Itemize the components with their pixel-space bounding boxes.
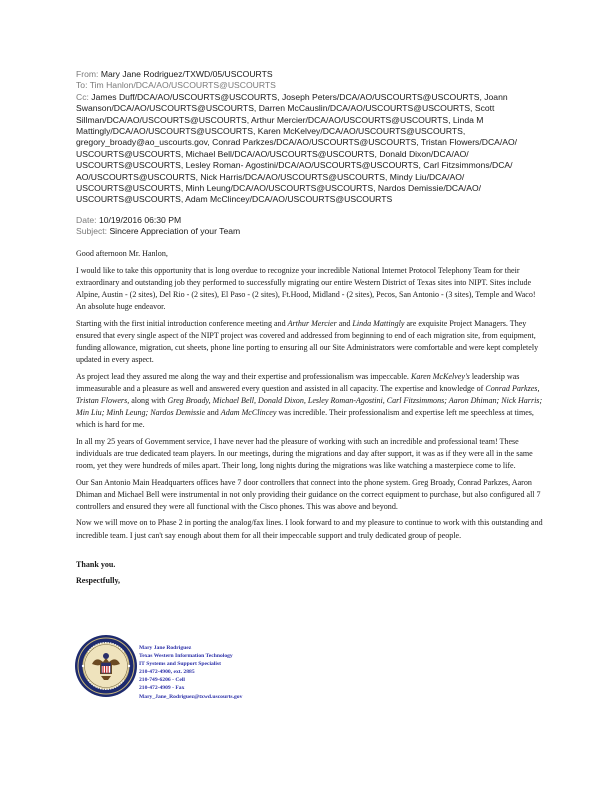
date-line — [76, 215, 546, 226]
paragraph-3 — [76, 371, 546, 431]
date-label: Date: — [76, 214, 97, 225]
signature-fax: 210-472-4909 - Fax — [139, 685, 185, 692]
text-run: leadership was immeasurable and a pleasure as well and answered every question and assisted in all capacity. The expertise and knowledge of — [76, 371, 520, 393]
cc-line: AO/USCOURTS@USCOURTS, Nick Harris/DCA/AO/USCOURTS@USCOURTS, Mindy Liu/DCA/AO/ — [76, 171, 465, 182]
signature-title: IT Systems and Support Specialist — [139, 661, 221, 668]
thanks-line: Thank you. — [76, 559, 116, 569]
from-line — [76, 69, 546, 80]
cc-line: gregory_broady@ao_uscourts.gov, Conrad Parkzes/DCA/AO/USCOURTS@USCOURTS, Tristan Flowers/DCA/AO/ — [76, 137, 518, 148]
cc-line: Mattingly/DCA/AO/USCOURTS@USCOURTS, Karen McKelvey/DCA/AO/USCOURTS@USCOURTS, — [76, 126, 466, 137]
paragraph-6: Now we will move on to Phase 2 in porting the analog/fax lines. I look forward to and my pleasure to continue to work with this outstanding and incredible team. I just can't say enough about them for all their impeccable support and truly dedicated group of people. — [76, 518, 543, 540]
text-run: Starting with the first initial introduction conference meeting and — [76, 318, 288, 328]
paragraph-5: Our San Antonio Main Headquarters offices have 7 door controllers that connect into the phone system. Greg Broady, Conrad Parkzes, Aaron Dhiman and Michael Bell were instrumental in not only providing their guidance on the correct equipment to purchase, but also configured all 7 controllers and ensured they were all functional with the Cisco phones. This was above and beyond. — [76, 477, 541, 511]
text-run: along with — [129, 395, 168, 405]
paragraph-1: I would like to take this opportunity that is long overdue to recognize your incredible National Internet Protocol Telephony Team for their extraordinary and outstanding job they performed to successfully migrating our entire Western District of Texas sites into NIPT. Sites include Alpine, Austin - (2 sites), Del Rio - (2 sites), El Paso - (2 sites), Ft.Hood, Midland - (2 sites), Pecos, San Antonio - (3 sites), Temple and Waco! An absolute huge endeavor. — [76, 265, 536, 311]
to-label: To: — [76, 80, 88, 91]
from-value: Mary Jane Rodriguez/TXWD/05/USCOURTS — [100, 69, 273, 79]
signature-phone: 210-472-4900, ext. 2885 — [139, 669, 195, 676]
person-name: Karen McKelvey's — [410, 371, 470, 381]
person-name: Linda Mattingly — [352, 318, 405, 328]
subject-line — [76, 226, 546, 237]
email-header — [76, 69, 546, 238]
cc-text: James Duff/DCA/AO/USCOURTS@USCOURTS, Joseph Peters/DCA/AO/USCOURTS@USCOURTS, Joann — [91, 91, 508, 102]
signature-email[interactable]: Mary_Jane_Rodriguez@txwd.uscourts.gov — [139, 693, 243, 700]
cc-line: USCOURTS@USCOURTS, Minh Leung/DCA/AO/USCOURTS@USCOURTS, Nardos Demissie/DCA/AO/ — [76, 183, 482, 194]
cc-block — [76, 92, 546, 206]
us-courts-seal-icon — [74, 634, 138, 698]
paragraph-4: In all my 25 years of Government service, I have never had the pleasure of working with such an incredible and professional team! These individuals are true dedicated team players. In our meetings, during the migrations and day after support, it was as if they were all in the same room, yet they were hundreds of miles apart. Their long, long nights during the migrations was like watching a masterpiece come to life. — [76, 436, 533, 470]
cc-line: Sillman/DCA/AO/USCOURTS@USCOURTS, Arthur Mercier/DCA/AO/USCOURTS@USCOURTS, Linda M — [76, 114, 484, 125]
paragraph-2 — [76, 318, 546, 366]
signature-cell: 210-749-6206 - Cell — [139, 677, 185, 684]
text-run: was incredible. Their professionalism and expertise left me speechless at times, which is hard for me. — [76, 407, 534, 429]
date-value: 10/19/2016 06:30 PM — [98, 214, 182, 225]
person-name: Adam McClincey — [220, 407, 277, 417]
email-body — [76, 248, 546, 592]
cc-line — [76, 92, 546, 103]
subject-label: Subject: — [76, 226, 108, 237]
person-names: Conrad Parkzes, Tristan Flowers, — [76, 383, 540, 405]
signature-block — [74, 634, 314, 706]
cc-line: USCOURTS@USCOURTS, Lesley Roman- Agostini/DCA/AO/USCOURTS@USCOURTS, Carl Fitzsimmons/DCA/ — [76, 160, 513, 171]
greeting: Good afternoon Mr. Hanlon, — [76, 249, 168, 258]
signature-name: Mary Jane Rodriguez — [139, 645, 192, 651]
subject-value: Sincere Appreciation of your Team — [109, 226, 241, 237]
signature-org: Texas Western Information Technology — [139, 653, 233, 660]
to-value: Tim Hanlon/DCA/AO/USCOURTS@USCOURTS — [89, 80, 276, 91]
signature-text — [139, 644, 242, 701]
text-run: As project lead they assured me along the way and their expertise and professionalism was impeccable. — [76, 371, 411, 381]
text-run: and — [336, 318, 353, 328]
text-run: are exquisite Project Managers. They ensured that every single aspect of the NIPT project was covered and addressed from beginning to end of each migration site, from equipment, funding allowance, migration, cut sheets, phone line porting to ensuring all our Site Administrators were comfortable and were kept completely updated in every aspect. — [76, 318, 539, 364]
cc-line: USCOURTS@USCOURTS, Michael Bell/DCA/AO/USCOURTS@USCOURTS, Donald Dixon/DCA/AO/ — [76, 148, 469, 159]
person-name: Arthur Mercier — [287, 318, 337, 328]
closing-line: Respectfully, — [76, 576, 121, 586]
to-line — [76, 80, 546, 91]
person-names: Greg Broady, Michael Bell, Donald Dixon, Lesley Roman-Agostini, Carl Fitzsimmons; Aaron Dhiman; Nick Harris; Min Liu; Minh Leung; Nardos Demissie — [76, 395, 543, 417]
cc-line: USCOURTS@USCOURTS, Adam McClincey/DCA/AO/USCOURTS@USCOURTS — [76, 194, 393, 205]
cc-label: Cc: — [76, 91, 89, 102]
text-run: and — [205, 407, 221, 417]
from-label: From: — [76, 69, 99, 79]
cc-line: Swanson/DCA/AO/USCOURTS@USCOURTS, Darren McCauslin/DCA/AO/USCOURTS@USCOURTS, Scott — [76, 103, 495, 114]
